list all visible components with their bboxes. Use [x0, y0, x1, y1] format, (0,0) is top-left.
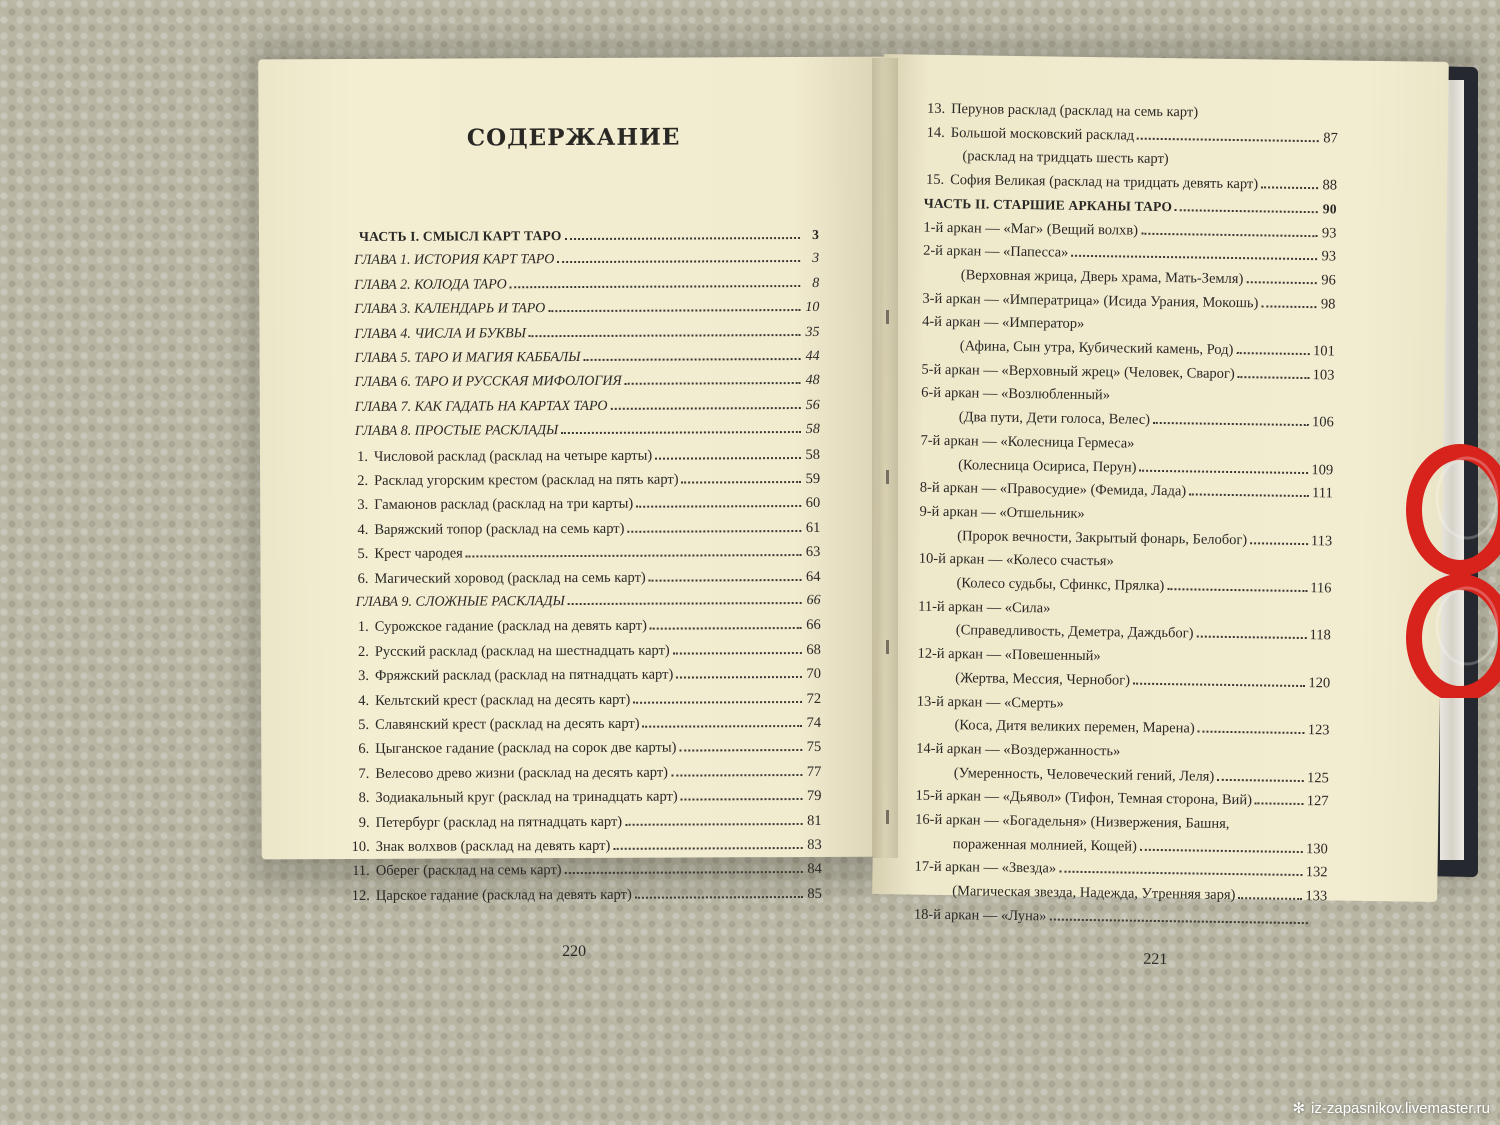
toc-entry-number: 2.	[357, 472, 369, 489]
toc-entry-number: 1.	[357, 448, 369, 465]
dot-leader	[1255, 803, 1304, 806]
toc-entry-title: Варяжский топор (расклад на семь карт)	[374, 520, 625, 538]
watermark-text: iz-zapasnikov.livemaster.ru	[1311, 1099, 1490, 1117]
toc-entry-title: ГЛАВА 7. КАК ГАДАТЬ НА КАРТАХ ТАРО	[354, 398, 608, 415]
toc-entry	[354, 276, 819, 300]
dot-leader	[643, 725, 803, 728]
toc-entry-number: 3.	[358, 668, 369, 685]
toc-entry-title: Перунов расклад (расклад на семь карт)	[951, 101, 1199, 121]
toc-entry-number: 6.	[357, 570, 369, 587]
toc-entry-page: 96	[1321, 272, 1336, 289]
toc-entry-title: Русский расклад (расклад на шестнадцать карт)	[374, 642, 670, 660]
toc-entry	[354, 300, 819, 324]
dot-leader	[635, 896, 803, 899]
toc-entry-title: (Жертва, Мессия, Чернобог)	[955, 669, 1131, 689]
toc-entry-title: ГЛАВА 3. КАЛЕНДАРЬ И ТАРО	[354, 301, 546, 318]
toc-entry-title: ГЛАВА 8. ПРОСТЫЕ РАСКЛАДЫ	[354, 423, 559, 440]
toc-entry-page: 58	[805, 422, 820, 438]
dot-leader	[1261, 186, 1318, 189]
toc-entry-title: (Магическая звезда, Надежда, Утренняя заря)	[952, 883, 1236, 904]
toc-entry	[349, 715, 821, 739]
toc-entry	[961, 267, 1336, 294]
toc-entry-number: 14.	[926, 124, 945, 141]
toc-entry-number: 12.	[351, 887, 370, 904]
dot-leader	[1137, 137, 1319, 142]
dot-leader	[681, 798, 803, 801]
toc-entry-page: 85	[807, 885, 822, 902]
dot-leader	[655, 457, 801, 460]
toc-entry-page: 133	[1305, 888, 1328, 905]
toc-entry-number: 10.	[351, 838, 370, 855]
dot-leader	[568, 602, 802, 605]
toc-entry	[348, 447, 820, 471]
toc-entry-number: 1.	[357, 619, 369, 636]
toc-entry-number: 11.	[352, 863, 370, 880]
toc-entry-title: (Колесница Осириса, Перун)	[958, 456, 1137, 476]
contents-title: СОДЕРЖАНИЕ	[466, 123, 681, 152]
left-page	[258, 57, 891, 961]
toc-entry-page: 101	[1312, 343, 1335, 360]
book-spine	[872, 58, 898, 858]
dot-leader	[610, 407, 800, 410]
dot-leader	[1250, 542, 1308, 545]
dot-leader	[1153, 422, 1309, 426]
dot-leader	[1049, 918, 1307, 924]
toc-entry-page: 123	[1307, 722, 1330, 739]
toc-entry-number: 15.	[925, 171, 945, 189]
toc-entry	[349, 764, 821, 788]
dot-leader	[673, 652, 802, 655]
toc-entry-page: 109	[1311, 461, 1334, 478]
toc-entry-page: 75	[806, 739, 822, 756]
toc-entry-title: ГЛАВА 2. КОЛОДА ТАРО	[354, 277, 507, 293]
toc-entry	[355, 373, 820, 397]
toc-entry-page: 35	[805, 324, 820, 340]
toc-entry-page: 98	[1320, 295, 1336, 313]
dot-leader	[1261, 305, 1316, 308]
dot-leader	[1141, 232, 1317, 236]
toc-entry	[962, 149, 1337, 176]
toc-entry-title: Петербург (расклад на пятнадцать карт)	[375, 813, 623, 831]
toc-entry-page: 88	[1322, 177, 1338, 194]
toc-entry-title: (Верховная жрица, Дверь храма, Мать-Земля)	[960, 267, 1244, 288]
toc-entry-page: 132	[1305, 864, 1328, 881]
toc-entry	[350, 861, 822, 885]
toc-entry	[354, 325, 819, 349]
dot-leader	[1238, 897, 1302, 900]
toc-entry-page: 44	[805, 348, 820, 364]
toc-entry-page: 56	[805, 397, 820, 413]
toc-entry	[958, 457, 1333, 484]
toc-entry	[348, 471, 820, 495]
toc-entry-title: Крест чародея	[374, 545, 463, 563]
dot-leader	[650, 627, 802, 630]
toc-entry-page: 127	[1306, 793, 1329, 810]
toc-entry	[350, 813, 822, 837]
toc-entry-page: 106	[1311, 414, 1334, 431]
dot-leader	[636, 505, 801, 508]
dot-leader	[1238, 376, 1310, 379]
dot-leader	[1198, 731, 1305, 734]
toc-entry-title: (Пророк вечности, Закрытый фонарь, Белобог)	[957, 527, 1248, 548]
toc-entry	[957, 528, 1332, 555]
toc-entry-title: ГЛАВА 5. ТАРО И МАГИЯ КАББАЛЫ	[354, 349, 581, 366]
toc-entry-title: 7-й аркан — «Колесница Гермеса»	[920, 432, 1135, 452]
toc-entry-number: 8.	[358, 790, 370, 807]
dot-leader	[1189, 494, 1309, 498]
toc-entry-number: 3.	[357, 497, 369, 514]
toc-entry-title: ГЛАВА 6. ТАРО И РУССКАЯ МИФОЛОГИЯ	[354, 374, 622, 391]
dot-leader	[510, 285, 801, 288]
dot-leader	[679, 749, 802, 752]
toc-entry-title: 11-й аркан — «Сила»	[918, 598, 1051, 617]
toc-entry	[349, 617, 821, 641]
toc-entry-title: 17-й аркан — «Звезда»	[914, 858, 1057, 877]
toc-entry-title: (Колесо судьбы, Сфинкс, Прялка)	[956, 575, 1165, 595]
toc-entry-page: 83	[807, 836, 822, 853]
toc-entry	[350, 886, 822, 910]
dot-leader	[529, 334, 801, 337]
dot-leader	[676, 676, 802, 679]
left-page-number: 220	[562, 942, 587, 961]
toc-entry-title: ГЛАВА 4. ЧИСЛА И БУКВЫ	[354, 325, 526, 342]
toc-entry-page: 61	[805, 519, 821, 536]
toc-entry-title: (Умеренность, Человеческий гений, Леля)	[953, 764, 1215, 785]
toc-entry-page: 66	[806, 617, 821, 634]
toc-entry-page: 79	[806, 788, 822, 805]
dot-leader	[1059, 871, 1303, 876]
toc-entry-number: 13.	[926, 100, 946, 117]
toc-entry	[348, 495, 820, 519]
toc-entry-page: 64	[805, 568, 821, 585]
toc-entry-page: 8	[812, 275, 820, 291]
dot-leader	[613, 847, 802, 850]
toc-entry	[959, 409, 1334, 436]
binding-stitch	[886, 310, 889, 324]
toc-entry-page: 63	[805, 544, 821, 561]
right-page	[872, 54, 1449, 969]
toc-entry-title: 18-й аркан — «Луна»	[913, 906, 1047, 925]
toc-entry-page: 58	[805, 446, 821, 463]
toc-entry-number: 4.	[357, 521, 369, 538]
dot-leader	[1217, 778, 1304, 781]
toc-entry-page: 3	[812, 226, 820, 242]
toc-entry-title: Числовой расклад (расклад на четыре карты)	[373, 447, 653, 465]
toc-entry	[348, 544, 820, 568]
dot-leader	[1140, 848, 1303, 852]
toc-entry	[955, 670, 1330, 697]
toc-entry-page: 93	[1321, 248, 1337, 265]
toc-entry-title: София Великая (расклад на тридцать девять карт)	[950, 172, 1259, 193]
toc-entry-title: Оберег (расклад на семь карт)	[375, 862, 562, 880]
toc-entry-page: 130	[1305, 840, 1328, 858]
toc-entry-page: 116	[1310, 580, 1332, 597]
toc-entry-title: Славянский крест (расклад на десять карт)	[375, 715, 640, 733]
dot-leader	[1133, 682, 1305, 686]
toc-entry-number: 9.	[358, 814, 370, 831]
dot-leader	[1140, 469, 1309, 473]
toc-entry	[954, 765, 1329, 792]
dot-leader	[1071, 255, 1317, 260]
toc-entry-page: 125	[1306, 769, 1329, 786]
dot-leader	[1236, 352, 1310, 355]
toc-entry-title: 16-й аркан — «Богадельня» (Низвержения, Башня,	[915, 811, 1230, 832]
toc-entry-title: 8-й аркан — «Правосудие» (Фемида, Лада)	[919, 479, 1187, 500]
toc-entry-page: 93	[1321, 224, 1337, 241]
toc-entry-page: 70	[806, 666, 821, 683]
toc-entry-title: (Два пути, Дети голоса, Велес)	[958, 409, 1151, 428]
toc-entry	[956, 623, 1331, 650]
toc-entry	[914, 906, 1327, 934]
toc-entry-number: 6.	[358, 741, 370, 758]
dot-leader	[565, 871, 803, 874]
toc-entry-page: 90	[1322, 201, 1337, 217]
toc-entry-title: ГЛАВА 9. СЛОЖНЫЕ РАСКЛАДЫ	[355, 594, 565, 610]
toc-entry-title: Фряжский расклад (расклад на пятнадцать карт)	[374, 666, 674, 685]
binding-stitch	[886, 470, 889, 484]
dot-leader	[1196, 636, 1306, 640]
toc-entry	[960, 338, 1335, 365]
toc-entry-page: 68	[806, 641, 821, 658]
dot-leader	[557, 260, 800, 263]
toc-entry-title: Сурожское гадание (расклад на девять карт)	[374, 618, 647, 636]
toc-entry-number: 7.	[358, 765, 370, 782]
toc-entry-page: 3	[812, 251, 820, 267]
toc-entry-page: 59	[805, 470, 821, 487]
dot-leader	[561, 431, 801, 434]
toc-entry	[349, 788, 821, 812]
toc-entry	[349, 642, 821, 666]
toc-entry-number: 2.	[357, 643, 369, 660]
dot-leader	[1167, 588, 1307, 592]
toc-entry-page: 120	[1308, 674, 1331, 692]
toc-entry-title: ЧАСТЬ II. СТАРШИЕ АРКАНЫ ТАРО	[923, 195, 1173, 214]
toc-entry-title: (Коса, Дитя великих перемен, Марена)	[954, 717, 1195, 737]
toc-entry-title: Царское гадание (расклад на девять карт)	[375, 886, 632, 904]
scissors-handles-icon	[1395, 438, 1500, 698]
toc-entry-page: 87	[1323, 129, 1338, 147]
toc-entry-page: 48	[805, 373, 820, 389]
toc-entry	[349, 739, 821, 763]
toc-entry-page: 77	[806, 763, 822, 780]
toc-entry	[349, 666, 821, 690]
toc-entry-title: (Справедливость, Деметра, Даждьбог)	[955, 622, 1194, 642]
toc-entry-title: (расклад на тридцать шесть карт)	[962, 148, 1169, 168]
toc-entry-page: 84	[807, 861, 822, 878]
toc-entry-title: ГЛАВА 1. ИСТОРИЯ КАРТ ТАРО	[354, 252, 555, 269]
toc-entry	[956, 575, 1331, 602]
toc-entry	[359, 227, 819, 251]
toc-entry-title: Знак волхвов (расклад на девять карт)	[375, 837, 611, 855]
toc-entry-title: 14-й аркан — «Воздержанность»	[916, 740, 1121, 760]
toc-entry-title: Расклад угорским крестом (расклад на пять карт)	[374, 471, 679, 489]
snowflake-logo-icon: ✻	[1292, 1100, 1306, 1117]
toc-entry	[349, 691, 821, 715]
dot-leader	[583, 358, 800, 361]
toc-entry-title: 5-й аркан — «Верховный жрец» (Человек, Сварог)	[921, 361, 1235, 382]
toc-entry-title: Гамаюнов расклад (расклад на три карты)	[374, 496, 634, 514]
toc-entry-title: пораженная молнией, Кощей)	[952, 835, 1138, 855]
dot-leader	[466, 554, 802, 557]
toc-entry-page: 74	[806, 714, 822, 731]
dot-leader	[1175, 209, 1318, 213]
toc-entry	[953, 836, 1328, 863]
dot-leader	[625, 823, 802, 826]
toc-entry	[350, 837, 822, 861]
dot-leader	[671, 774, 802, 777]
toc-entry-page: 111	[1312, 485, 1333, 502]
toc-entry	[356, 593, 821, 617]
watermark	[1292, 1099, 1490, 1117]
toc-entry-title: 10-й аркан — «Колесо счастья»	[918, 550, 1114, 570]
toc-entry-title: 2-й аркан — «Папесса»	[923, 242, 1069, 261]
toc-entry	[355, 422, 820, 446]
toc-entry	[355, 398, 820, 422]
binding-stitch	[886, 640, 889, 654]
dot-leader	[548, 309, 800, 312]
dot-leader	[565, 237, 800, 240]
toc-entry-page: 118	[1309, 627, 1331, 644]
toc-entry	[954, 717, 1329, 744]
toc-entry-title: 1-й аркан — «Маг» (Вещий волхв)	[923, 219, 1139, 239]
dot-leader	[682, 481, 802, 484]
toc-entry-title: 6-й аркан — «Возлюбленный»	[921, 385, 1111, 404]
toc-entry-page: 113	[1310, 532, 1333, 549]
toc-entry-number: 5.	[357, 546, 369, 563]
toc-entry-title: Магический хоровод (расклад на семь карт)	[374, 569, 646, 587]
toc-entry-number: 4.	[358, 692, 370, 709]
toc-entry-title: Зодиакальный круг (расклад на тринадцать карт)	[375, 788, 678, 807]
dot-leader	[1246, 281, 1316, 284]
toc-entry-page: 66	[806, 592, 821, 608]
toc-entry	[952, 883, 1327, 910]
toc-entry-title: Цыганское гадание (расклад на сорок две карты)	[375, 739, 677, 758]
dot-leader	[625, 382, 801, 385]
toc-entry-page: 72	[806, 690, 822, 707]
toc-entry-title: 4-й аркан — «Император»	[922, 313, 1085, 333]
dot-leader	[649, 579, 802, 582]
toc-entry-title: Большой московский расклад	[950, 124, 1135, 144]
toc-entry-number: 5.	[358, 716, 370, 733]
toc-entry-page: 103	[1312, 366, 1335, 384]
dot-leader	[633, 701, 802, 704]
toc-entry-title: 9-й аркан — «Отшельник»	[919, 503, 1085, 522]
toc-entry	[348, 569, 820, 593]
toc-entry-title: 15-й аркан — «Дьявол» (Тифон, Темная сторона, Вий)	[915, 787, 1253, 809]
toc-entry-title: ЧАСТЬ I. СМЫСЛ КАРТ ТАРО	[358, 228, 562, 244]
toc-entry	[348, 520, 820, 544]
toc-entry-title: 3-й аркан — «Императрица» (Исида Урания, Мокошь)	[922, 290, 1259, 311]
toc-entry	[355, 349, 820, 373]
toc-entry-title: Кельтский крест (расклад на десять карт)	[375, 691, 631, 709]
toc-entry	[354, 251, 819, 275]
toc-entry-page: 60	[805, 495, 821, 512]
toc-entry-title: (Афина, Сын утра, Кубический камень, Род)	[959, 338, 1234, 359]
right-page-number: 221	[1143, 950, 1168, 969]
toc-entry-page: 81	[807, 812, 822, 829]
toc-entry-title: 13-й аркан — «Смерть»	[916, 693, 1064, 712]
toc-entry-title: Велесово древо жизни (расклад на десять карт)	[375, 764, 669, 782]
toc-entry-page: 10	[805, 300, 820, 316]
binding-stitch	[886, 810, 889, 824]
dot-leader	[627, 530, 801, 533]
toc-entry-title: 12-й аркан — «Повешенный»	[917, 645, 1101, 665]
